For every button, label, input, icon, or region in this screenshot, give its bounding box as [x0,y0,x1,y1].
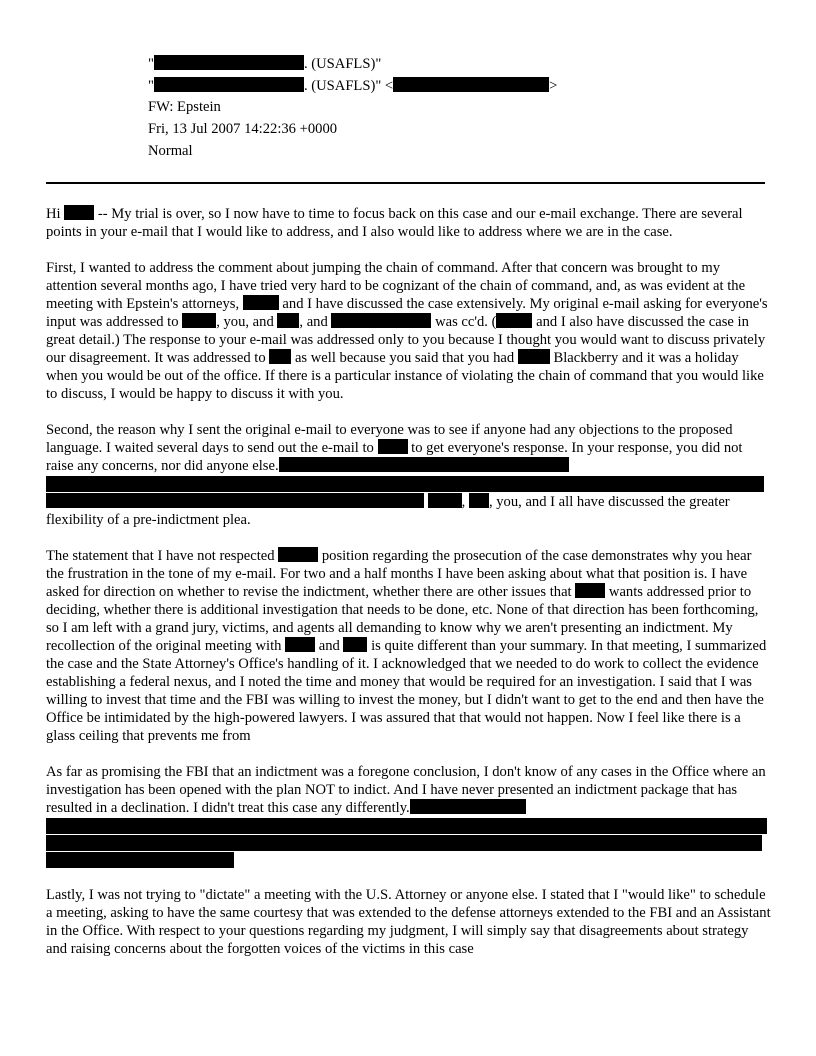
redaction [285,637,315,652]
redaction [410,799,526,814]
subject-value: FW: Epstein [148,99,221,115]
redaction [278,547,318,562]
paragraph-original-email: Second, the reason why I sent the original e-mail to everyone was to see if anyone had any objections to the proposed language. I waited several days to send out the e-mail to to get everyone's response. In your response, you did not raise any concerns, nor did anyone else. , , you, and I all have discussed the greater flexibility of a pre-indictment plea. [46,421,771,529]
redaction [343,637,367,652]
to-value: " . (USAFLS)" < > [148,78,558,94]
redaction [428,493,462,508]
redaction [64,205,94,220]
redaction-line [46,852,234,868]
date-value: Fri, 13 Jul 2007 14:22:36 +0000 [148,121,338,137]
redaction [277,313,299,328]
importance-value: Normal [148,143,193,159]
redaction [182,313,216,328]
from-value: " . (USAFLS)" [148,56,382,72]
paragraph-chain-of-command: First, I wanted to address the comment about jumping the chain of command. After that concern was brought to my attention several months ago, I have tried very hard to be cognizant of the chain of command, and, as was evident at the meeting with Epstein's attorneys, and I have discussed the case extensively. My original e-mail asking for everyone's input was addressed to , you, and , and was cc'd. ( and I also have discussed the case in great detail.) The response to your e-mail was addressed only to you because I thought you would want to discuss privately our disagreement. It was addressed to as well because you said that you had Blackberry and it was a holiday when you would be out of the office. If there is a particular instance of violating the chain of command that you would like to discuss, I would be happy to discuss it with you. [46,260,768,402]
header-divider [46,182,765,184]
redaction [269,349,291,364]
redaction [154,77,304,92]
redaction [331,313,431,328]
paragraph-greeting: Hi -- My trial is over, so I now have to time to focus back on this case and our e-mail exchange. There are several points in your e-mail that I would like to address, and I also would like to address where we are in the case. [46,206,743,240]
redaction [469,493,489,508]
redaction [279,457,569,472]
redaction [393,77,549,92]
redaction [575,583,605,598]
paragraph-position: The statement that I have not respected position regarding the prosecution of the case demonstrates why you hear the frustration in the tone of my e-mail. For two and a half months I have been asking about what that position is. I have asked for direction on whether to revise the indictment, whether there are other issues that wants addressed prior to deciding, whether there is additional investigation that needs to be done, etc. None of that direction has been forthcoming, so I am left with a grand jury, victims, and agents all demanding to know why we aren't presenting an indictment. My recollection of the original meeting with and is quite different than your summary. In that meeting, I summarized the case and the State Attorney's Office's handling of it. I acknowledged that we needed to do work to collect the evidence establishing a federal nexus, and I noted the time and money that would be required for an investigation. I said that I was willing to invest that time and the FBI was willing to invest the money, but I didn't want to get to the end and then have the Office be intimidated by the high-powered lawyers. I was assured that that would not happen. Now I feel like there is a glass ceiling that prevents me from [46,548,767,744]
redaction-line [46,835,762,851]
redaction-line [46,818,767,834]
redaction [46,493,424,508]
email-body [46,205,771,976]
redaction [496,313,532,328]
redaction [378,439,408,454]
redaction [518,349,550,364]
redaction-line [46,476,764,492]
paragraph-meeting: Lastly, I was not trying to "dictate" a meeting with the U.S. Attorney or anyone else. I stated that I "would like" to schedule a meeting, asking to have the same courtesy that was extended to the defense attorneys extended to the FBI and an Assistant in the Office. With respect to your questions regarding my judgment, I will simply say that disagreements about strategy and raising concerns about the forgotten voices of the victims in this case [46,887,771,957]
paragraph-fbi-promise: As far as promising the FBI that an indictment was a foregone conclusion, I don't know of any cases in the Office where an investigation has been opened with the plan NOT to indict. And I have never presented an indictment package that has resulted in a declination. I didn't treat this case any differently. [46,763,771,868]
redaction [243,295,279,310]
redaction [154,55,304,70]
